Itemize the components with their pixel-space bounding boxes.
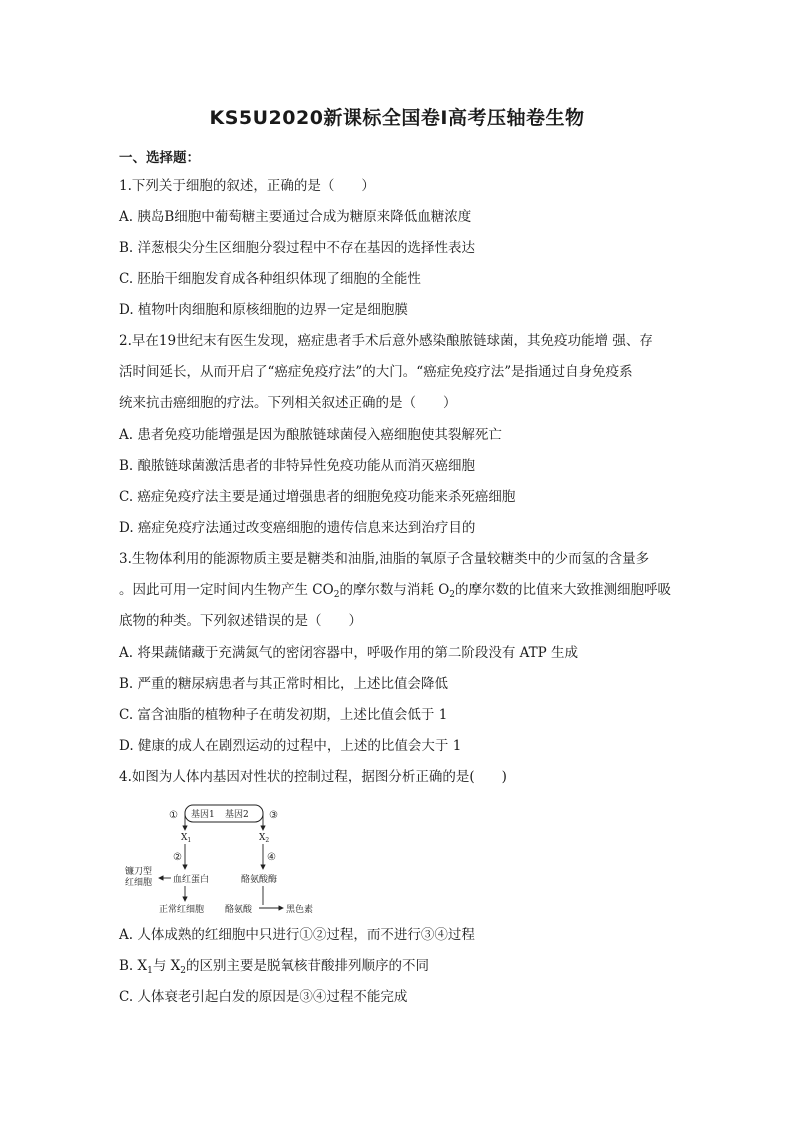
question-3-stem-line-2 [119, 580, 689, 605]
tyrosine-label: 酪氨酸 [225, 905, 253, 915]
q3-text-c: 的摩尔数的比值来大致推测细胞呼吸 [455, 582, 672, 598]
q4b-text-3: 的区别主要是脱氧核苷酸排列顺序的不同 [186, 958, 429, 974]
step-4-label: ④ [267, 852, 276, 863]
x2-text: X [259, 833, 266, 843]
x2-label [259, 833, 269, 844]
section-heading: 一、选择题： [119, 150, 200, 166]
sickle-cell-label-1: 镰刀型 [125, 867, 153, 877]
question-2-stem-line-3: 统来抗击癌细胞的疗法。下列相关叙述正确的是（ ） [119, 395, 457, 411]
x2-sub: 2 [265, 837, 270, 844]
co2-subscript: 2 [333, 590, 340, 600]
x1-text: X [181, 833, 188, 843]
question-3-stem-line-3: 底物的种类。下列叙述错误的是（ ） [119, 613, 362, 629]
x1-sub: 1 [187, 837, 192, 844]
question-1-option-c: C. 胚胎干细胞发育成各种组织体现了细胞的全能性 [119, 271, 421, 287]
question-1-stem: 1.下列关于细胞的叙述，正确的是（ ） [119, 178, 375, 194]
page-title: KS5U2020新课标全国卷Ⅰ高考压轴卷生物 [209, 107, 585, 129]
normal-rbc-label: 正常红细胞 [159, 905, 205, 915]
question-3-stem-line-1: 3.生物体利用的能源物质主要是糖类和油脂,油脂的氧原子含量较糖类中的少而氢的含量多 [119, 551, 650, 567]
q4b-sub-1: 1 [147, 966, 153, 976]
question-4-stem: 4.如图为人体内基因对性状的控制过程，据图分析正确的是( ) [119, 769, 507, 785]
q4b-text-1: B. X [119, 958, 148, 974]
q3-text-a: 。因此可用一定时间内生物产生 CO [119, 582, 334, 598]
q3-text-b: 的摩尔数与消耗 O [339, 582, 450, 598]
gene-2-label: 基因2 [225, 810, 249, 820]
melanin-label: 黑色素 [286, 905, 314, 915]
step-3-label: ③ [269, 810, 278, 821]
step-2-label: ② [173, 852, 182, 863]
gene-control-diagram [125, 802, 315, 915]
hemoglobin-label: 血红蛋白 [173, 875, 210, 885]
sickle-cell-label-2: 红细胞 [125, 878, 153, 888]
question-4-option-c: C. 人体衰老引起白发的原因是③④过程不能完成 [119, 989, 408, 1005]
question-3-option-c: C. 富含油脂的植物种子在萌发初期，上述比值会低于 1 [119, 707, 448, 723]
o2-subscript: 2 [449, 590, 456, 600]
question-4-option-a: A. 人体成熟的红细胞中只进行①②过程，而不进行③④过程 [119, 927, 475, 943]
question-4-option-b [119, 956, 689, 981]
question-3-option-b: B. 严重的糖尿病患者与其正常时相比，上述比值会降低 [119, 676, 449, 692]
question-3-option-a: A. 将果蔬储藏于充满氮气的密闭容器中，呼吸作用的第二阶段没有 ATP 生成 [119, 645, 579, 661]
step-1-label: ① [169, 810, 178, 821]
question-1-option-b: B. 洋葱根尖分生区细胞分裂过程中不存在基因的选择性表达 [119, 240, 476, 256]
question-2-stem-line-1: 2.早在19世纪末有医生发现，癌症患者手术后意外感染酿脓链球菌，其免疫功能增 强、存 [119, 333, 653, 349]
gene-1-label: 基因1 [191, 810, 215, 820]
question-3-option-d: D. 健康的成人在剧烈运动的过程中，上述的比值会大于 1 [119, 738, 462, 754]
question-2-option-a: A. 患者免疫功能增强是因为酿脓链球菌侵入癌细胞使其裂解死亡 [119, 427, 502, 443]
question-2-stem-line-2: 活时间延长，从而开启了“癌症免疫疗法”的大门。“癌症免疫疗法”是指通过自身免疫系 [119, 364, 633, 380]
question-2-option-d: D. 癌症免疫疗法通过改变癌细胞的遗传信息来达到治疗目的 [119, 520, 476, 536]
question-2-option-b: B. 酿脓链球菌激活患者的非特异性免疫功能从而消灭癌细胞 [119, 458, 476, 474]
question-1-option-a: A. 胰岛B细胞中葡萄糖主要通过合成为糖原来降低血糖浓度 [119, 209, 472, 225]
x1-label [181, 833, 191, 844]
question-2-option-c: C. 癌症免疫疗法主要是通过增强患者的细胞免疫功能来杀死癌细胞 [119, 489, 516, 505]
tyrosinase-label: 酪氨酸酶 [241, 875, 278, 885]
q4b-text-2: 与 X [152, 958, 181, 974]
q4b-sub-2: 2 [180, 966, 186, 976]
question-1-option-d: D. 植物叶肉细胞和原核细胞的边界一定是细胞膜 [119, 302, 408, 318]
